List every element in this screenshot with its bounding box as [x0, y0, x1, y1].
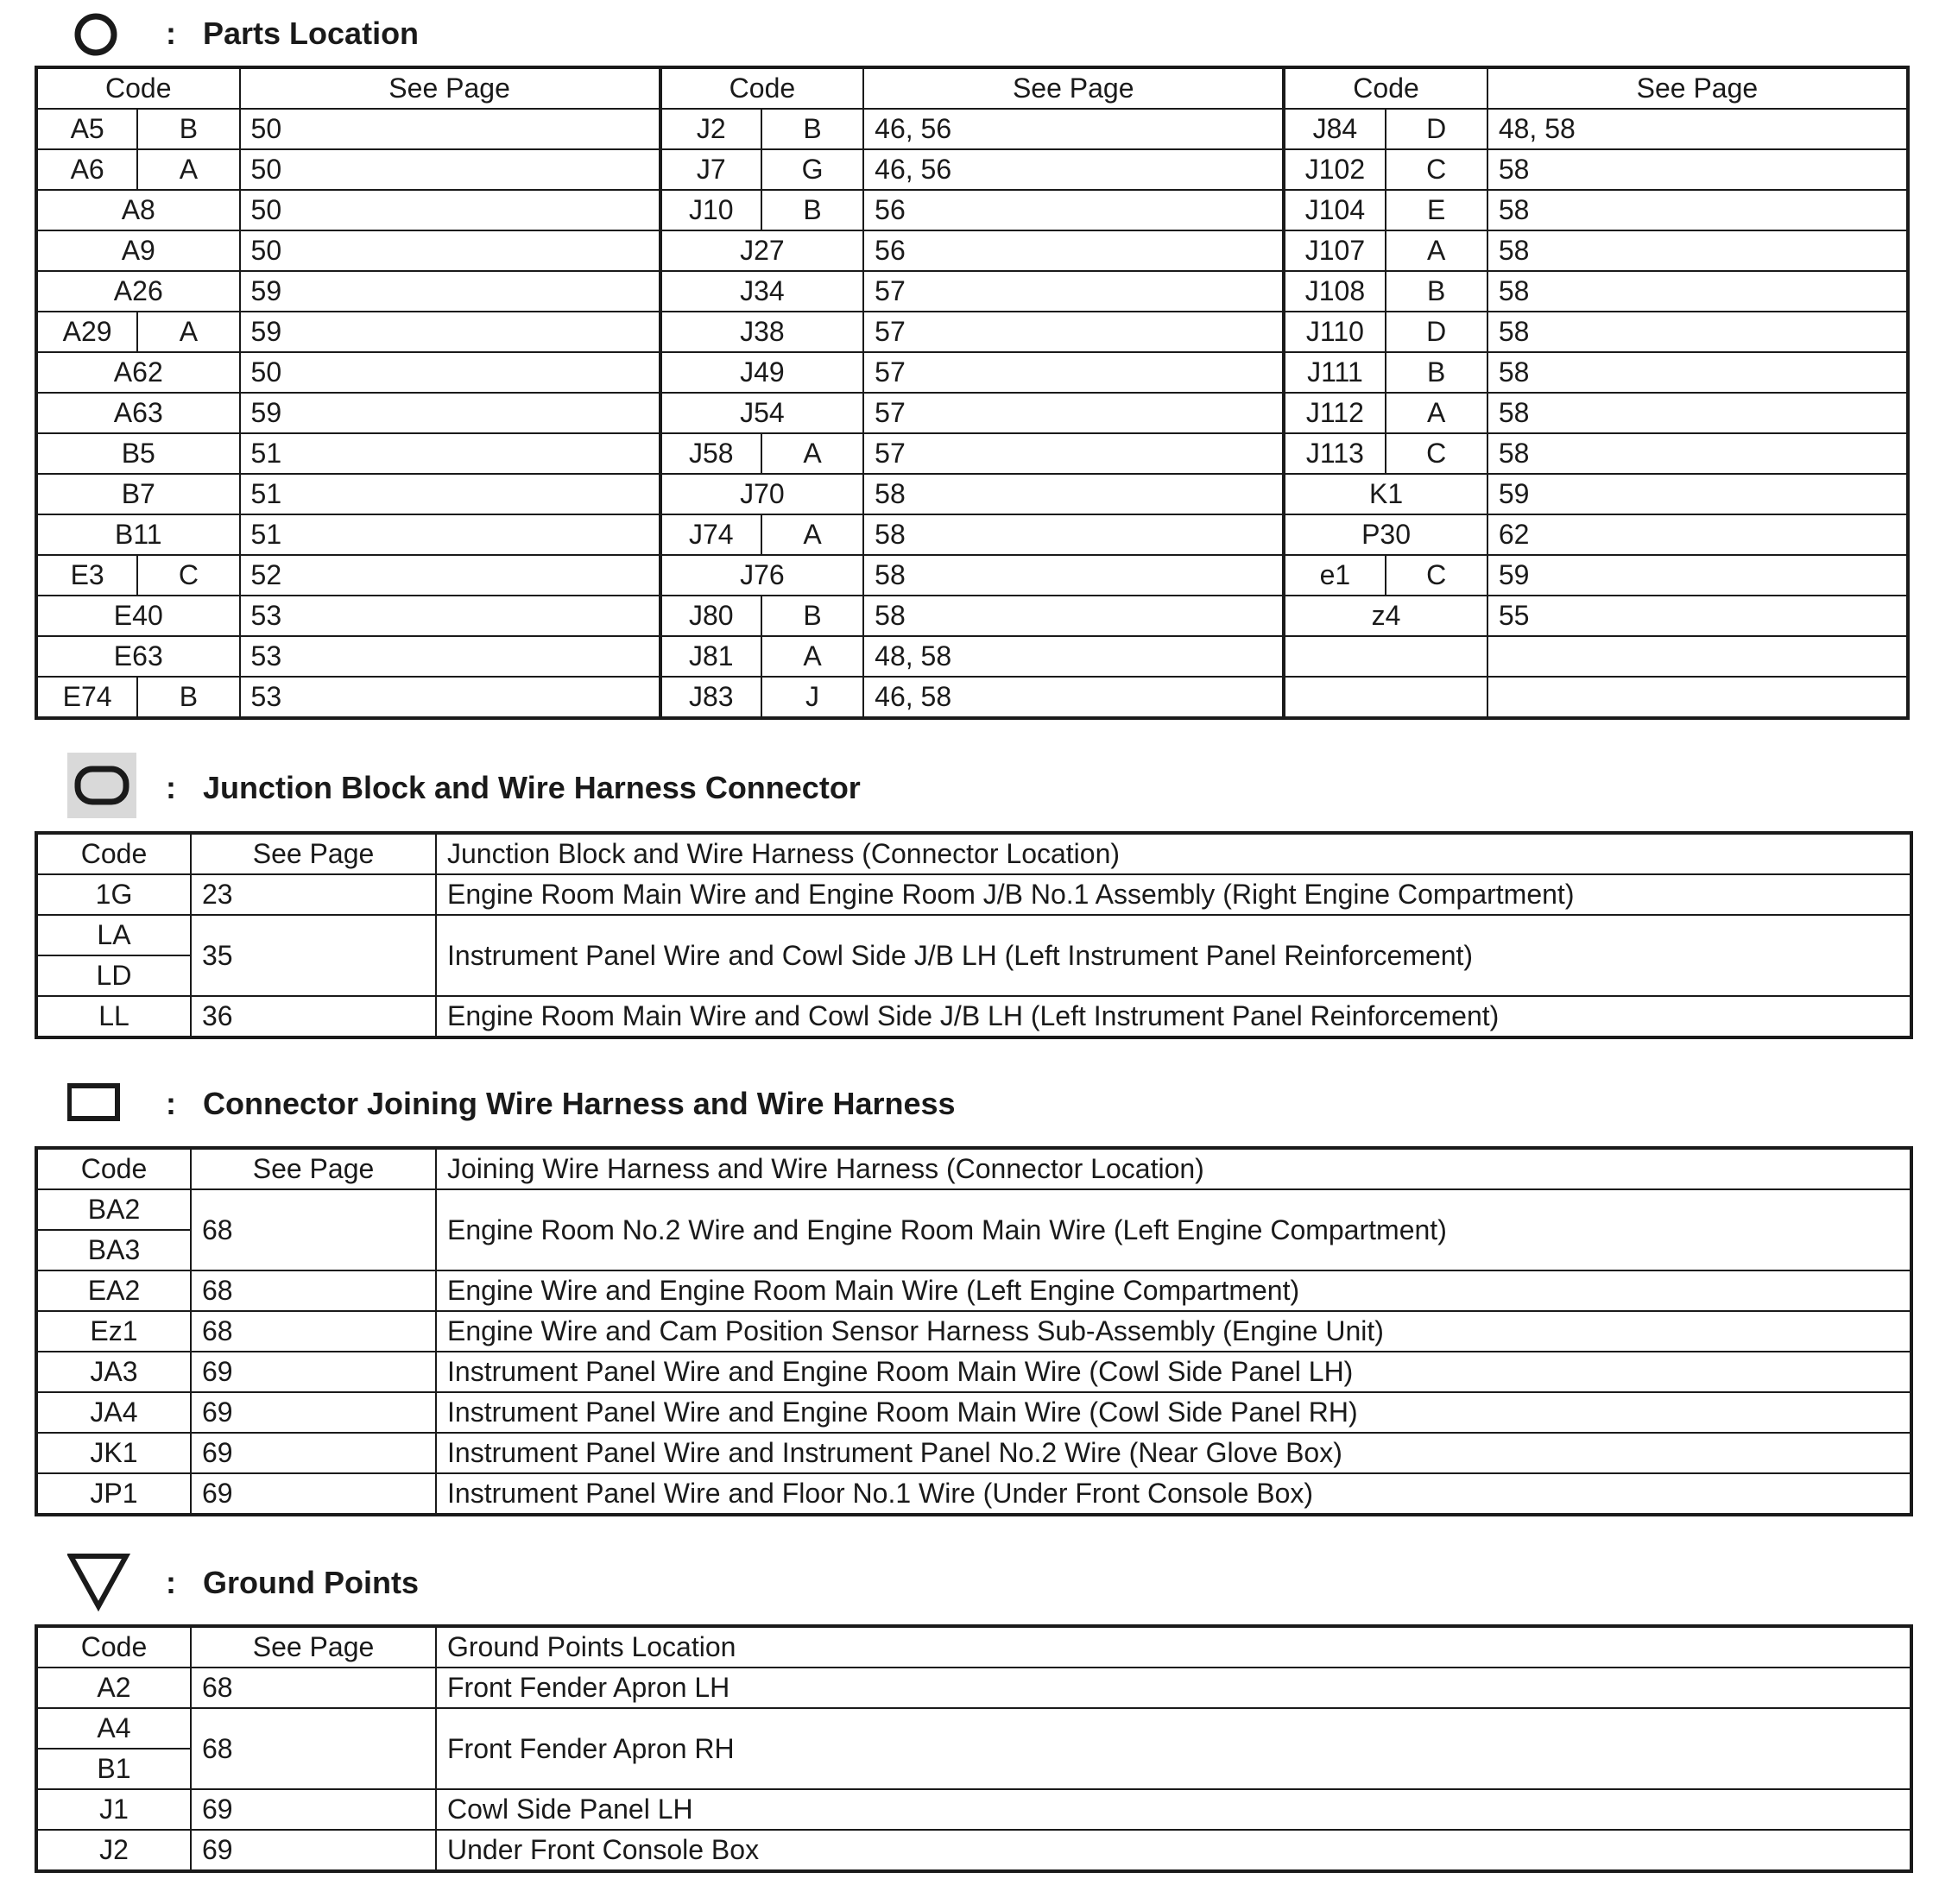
- part-see-page: 58: [863, 514, 1284, 555]
- part-see-page: 56: [863, 230, 1284, 271]
- table-row: [36, 190, 1908, 230]
- section-colon: :: [166, 770, 176, 805]
- row-see-page: 69: [191, 1830, 436, 1871]
- table-row: [36, 1708, 1911, 1749]
- row-code: A2: [36, 1668, 191, 1708]
- part-see-page: 53: [240, 636, 660, 677]
- row-code: J1: [36, 1789, 191, 1830]
- location-header: Ground Points Location: [436, 1626, 1911, 1668]
- part-see-page: 53: [240, 677, 660, 718]
- table-row: [36, 1270, 1911, 1311]
- part-code: K1: [1284, 474, 1487, 514]
- table-row: [36, 596, 1908, 636]
- table-row: [36, 1830, 1911, 1871]
- part-see-page: [1487, 636, 1908, 677]
- part-code: z4: [1284, 596, 1487, 636]
- table-row: [36, 474, 1908, 514]
- row-see-page: 36: [191, 996, 436, 1037]
- row-code: JA3: [36, 1352, 191, 1392]
- part-code: [1284, 636, 1487, 677]
- section-title: Parts Location: [203, 16, 420, 51]
- part-code: E3: [36, 555, 137, 596]
- junction-block-table: [35, 831, 1913, 1039]
- table-row: [36, 109, 1908, 149]
- code-header: Code: [36, 67, 240, 109]
- row-code: JP1: [36, 1473, 191, 1515]
- table-row: [36, 514, 1908, 555]
- table-row: [36, 393, 1908, 433]
- row-location: Instrument Panel Wire and Instrument Panel No.2 Wire (Near Glove Box): [436, 1433, 1911, 1473]
- part-code: E63: [36, 636, 240, 677]
- table-row: [36, 1668, 1911, 1708]
- part-see-page: 58: [1487, 433, 1908, 474]
- part-code: J111: [1284, 352, 1385, 393]
- part-sub-code: B: [137, 109, 239, 149]
- see-page-header: See Page: [863, 67, 1284, 109]
- part-sub-code: J: [761, 677, 863, 718]
- row-see-page: 69: [191, 1473, 436, 1515]
- section-title: Connector Joining Wire Harness and Wire Harness: [203, 1086, 956, 1121]
- part-see-page: 48, 58: [863, 636, 1284, 677]
- part-see-page: 58: [1487, 393, 1908, 433]
- table-row: [36, 1789, 1911, 1830]
- gp-table-header: [36, 1626, 1911, 1668]
- part-see-page: 58: [1487, 230, 1908, 271]
- table-row: [36, 1473, 1911, 1515]
- table-row: [36, 271, 1908, 312]
- table-row: [36, 312, 1908, 352]
- part-code: J102: [1284, 149, 1385, 190]
- connector-joining-header: [0, 1070, 1554, 1148]
- part-see-page: 50: [240, 109, 660, 149]
- row-code: LD: [36, 955, 191, 996]
- part-see-page: 58: [1487, 352, 1908, 393]
- part-code: J74: [660, 514, 761, 555]
- triangle-icon: [67, 1549, 138, 1620]
- part-see-page: 58: [863, 474, 1284, 514]
- part-sub-code: B: [761, 596, 863, 636]
- code-header: Code: [36, 1148, 191, 1189]
- part-see-page: 59: [1487, 474, 1908, 514]
- section-title: Junction Block and Wire Harness Connector: [203, 770, 861, 805]
- row-see-page: 68: [191, 1189, 436, 1270]
- see-page-header: See Page: [240, 67, 660, 109]
- part-see-page: 50: [240, 149, 660, 190]
- part-code: J84: [1284, 109, 1385, 149]
- section-colon: :: [166, 1565, 176, 1600]
- connector-joining-table: [35, 1146, 1913, 1516]
- row-location: Engine Room No.2 Wire and Engine Room Main Wire (Left Engine Compartment): [436, 1189, 1911, 1270]
- junction-block-header: [0, 753, 1554, 830]
- part-code: J81: [660, 636, 761, 677]
- part-see-page: 50: [240, 190, 660, 230]
- part-sub-code: B: [137, 677, 239, 718]
- row-location: Instrument Panel Wire and Cowl Side J/B LH (Left Instrument Panel Reinforcement): [436, 915, 1911, 996]
- code-header: Code: [660, 67, 864, 109]
- table-row: [36, 915, 1911, 955]
- row-location: Engine Room Main Wire and Cowl Side J/B LH (Left Instrument Panel Reinforcement): [436, 996, 1911, 1037]
- section-colon: :: [166, 1086, 176, 1121]
- part-sub-code: B: [1386, 271, 1487, 312]
- table-row: [36, 1311, 1911, 1352]
- part-code: B11: [36, 514, 240, 555]
- part-sub-code: E: [1386, 190, 1487, 230]
- part-code: B5: [36, 433, 240, 474]
- part-see-page: 59: [240, 271, 660, 312]
- parts-location-table: [35, 66, 1910, 720]
- row-code: LL: [36, 996, 191, 1037]
- part-code: A9: [36, 230, 240, 271]
- part-see-page: 51: [240, 514, 660, 555]
- part-see-page: 57: [863, 312, 1284, 352]
- part-code: J58: [660, 433, 761, 474]
- row-code: 1G: [36, 874, 191, 915]
- part-see-page: 52: [240, 555, 660, 596]
- part-see-page: 51: [240, 474, 660, 514]
- ground-points-table: [35, 1624, 1913, 1873]
- section-colon: :: [166, 16, 176, 51]
- part-see-page: 50: [240, 230, 660, 271]
- part-code: A26: [36, 271, 240, 312]
- part-sub-code: A: [137, 149, 239, 190]
- part-code: J108: [1284, 271, 1385, 312]
- jb-table-header: [36, 833, 1911, 874]
- part-code: J54: [660, 393, 864, 433]
- row-see-page: 69: [191, 1392, 436, 1433]
- part-see-page: 62: [1487, 514, 1908, 555]
- section-title: Ground Points: [203, 1565, 419, 1600]
- location-header: Junction Block and Wire Harness (Connector Location): [436, 833, 1911, 874]
- circle-icon: [67, 0, 138, 71]
- part-code: [1284, 677, 1487, 718]
- part-see-page: [1487, 677, 1908, 718]
- part-see-page: 59: [1487, 555, 1908, 596]
- part-code: P30: [1284, 514, 1487, 555]
- part-code: J2: [660, 109, 761, 149]
- part-code: J7: [660, 149, 761, 190]
- part-sub-code: D: [1386, 312, 1487, 352]
- row-location: Instrument Panel Wire and Engine Room Main Wire (Cowl Side Panel RH): [436, 1392, 1911, 1433]
- part-code: J38: [660, 312, 864, 352]
- part-sub-code: A: [761, 433, 863, 474]
- part-see-page: 56: [863, 190, 1284, 230]
- part-see-page: 57: [863, 433, 1284, 474]
- part-sub-code: C: [137, 555, 239, 596]
- part-code: J83: [660, 677, 761, 718]
- row-location: Instrument Panel Wire and Floor No.1 Wire (Under Front Console Box): [436, 1473, 1911, 1515]
- row-code: LA: [36, 915, 191, 955]
- part-see-page: 46, 56: [863, 149, 1284, 190]
- row-see-page: 68: [191, 1311, 436, 1352]
- table-row: [36, 555, 1908, 596]
- row-code: B1: [36, 1749, 191, 1789]
- part-code: A8: [36, 190, 240, 230]
- table-row: [36, 677, 1908, 718]
- row-see-page: 69: [191, 1789, 436, 1830]
- part-see-page: 59: [240, 312, 660, 352]
- row-code: Ez1: [36, 1311, 191, 1352]
- table-row: [36, 433, 1908, 474]
- part-see-page: 46, 56: [863, 109, 1284, 149]
- row-location: Under Front Console Box: [436, 1830, 1911, 1871]
- part-code: E40: [36, 596, 240, 636]
- part-sub-code: C: [1386, 555, 1487, 596]
- parts-table-header: [36, 67, 1908, 109]
- part-see-page: 58: [1487, 190, 1908, 230]
- part-see-page: 58: [1487, 312, 1908, 352]
- part-sub-code: A: [1386, 393, 1487, 433]
- row-see-page: 69: [191, 1433, 436, 1473]
- row-see-page: 35: [191, 915, 436, 996]
- table-row: [36, 352, 1908, 393]
- row-location: Front Fender Apron RH: [436, 1708, 1911, 1789]
- row-see-page: 68: [191, 1708, 436, 1789]
- part-code: J70: [660, 474, 864, 514]
- table-row: [36, 230, 1908, 271]
- row-see-page: 69: [191, 1352, 436, 1392]
- part-see-page: 48, 58: [1487, 109, 1908, 149]
- part-sub-code: C: [1386, 149, 1487, 190]
- table-row: [36, 1392, 1911, 1433]
- part-code: J107: [1284, 230, 1385, 271]
- row-location: Instrument Panel Wire and Engine Room Main Wire (Cowl Side Panel LH): [436, 1352, 1911, 1392]
- table-row: [36, 149, 1908, 190]
- part-code: J27: [660, 230, 864, 271]
- part-sub-code: A: [761, 636, 863, 677]
- see-page-header: See Page: [191, 1626, 436, 1668]
- table-row: [36, 1189, 1911, 1230]
- row-code: BA2: [36, 1189, 191, 1230]
- row-code: EA2: [36, 1270, 191, 1311]
- part-sub-code: G: [761, 149, 863, 190]
- see-page-header: See Page: [191, 1148, 436, 1189]
- part-see-page: 58: [1487, 149, 1908, 190]
- see-page-header: See Page: [191, 833, 436, 874]
- part-see-page: 50: [240, 352, 660, 393]
- square-icon: [67, 1070, 138, 1141]
- row-location: Cowl Side Panel LH: [436, 1789, 1911, 1830]
- part-sub-code: B: [1386, 352, 1487, 393]
- part-see-page: 58: [863, 555, 1284, 596]
- part-see-page: 57: [863, 271, 1284, 312]
- part-see-page: 55: [1487, 596, 1908, 636]
- table-row: [36, 1352, 1911, 1392]
- part-see-page: 51: [240, 433, 660, 474]
- part-code: J10: [660, 190, 761, 230]
- part-sub-code: A: [137, 312, 239, 352]
- part-see-page: 57: [863, 352, 1284, 393]
- part-code: J104: [1284, 190, 1385, 230]
- part-see-page: 58: [863, 596, 1284, 636]
- rounded-rect-icon: [67, 753, 138, 823]
- row-see-page: 68: [191, 1270, 436, 1311]
- part-sub-code: C: [1386, 433, 1487, 474]
- part-code: B7: [36, 474, 240, 514]
- table-row: [36, 1433, 1911, 1473]
- part-code: J80: [660, 596, 761, 636]
- row-code: A4: [36, 1708, 191, 1749]
- see-page-header: See Page: [1487, 67, 1908, 109]
- row-see-page: 23: [191, 874, 436, 915]
- part-code: A29: [36, 312, 137, 352]
- part-see-page: 46, 58: [863, 677, 1284, 718]
- part-see-page: 58: [1487, 271, 1908, 312]
- ground-points-header: [0, 1549, 1554, 1627]
- part-sub-code: A: [1386, 230, 1487, 271]
- code-header: Code: [1284, 67, 1487, 109]
- row-code: JA4: [36, 1392, 191, 1433]
- part-code: J113: [1284, 433, 1385, 474]
- part-code: J110: [1284, 312, 1385, 352]
- code-header: Code: [36, 833, 191, 874]
- part-code: A5: [36, 109, 137, 149]
- row-code: BA3: [36, 1230, 191, 1270]
- part-sub-code: B: [761, 190, 863, 230]
- row-code: JK1: [36, 1433, 191, 1473]
- part-see-page: 57: [863, 393, 1284, 433]
- part-code: e1: [1284, 555, 1385, 596]
- row-see-page: 68: [191, 1668, 436, 1708]
- row-location: Engine Room Main Wire and Engine Room J/B No.1 Assembly (Right Engine Compartment): [436, 874, 1911, 915]
- table-row: [36, 996, 1911, 1037]
- table-row: [36, 874, 1911, 915]
- part-code: J112: [1284, 393, 1385, 433]
- part-sub-code: D: [1386, 109, 1487, 149]
- row-location: Engine Wire and Engine Room Main Wire (Left Engine Compartment): [436, 1270, 1911, 1311]
- part-see-page: 59: [240, 393, 660, 433]
- location-header: Joining Wire Harness and Wire Harness (Connector Location): [436, 1148, 1911, 1189]
- code-header: Code: [36, 1626, 191, 1668]
- part-code: E74: [36, 677, 137, 718]
- row-location: Front Fender Apron LH: [436, 1668, 1911, 1708]
- part-see-page: 53: [240, 596, 660, 636]
- part-code: A63: [36, 393, 240, 433]
- row-location: Engine Wire and Cam Position Sensor Harness Sub-Assembly (Engine Unit): [436, 1311, 1911, 1352]
- row-code: J2: [36, 1830, 191, 1871]
- part-code: J76: [660, 555, 864, 596]
- part-sub-code: A: [761, 514, 863, 555]
- part-code: A6: [36, 149, 137, 190]
- table-row: [36, 636, 1908, 677]
- part-code: J49: [660, 352, 864, 393]
- part-sub-code: B: [761, 109, 863, 149]
- part-code: J34: [660, 271, 864, 312]
- cj-table-header: [36, 1148, 1911, 1189]
- part-code: A62: [36, 352, 240, 393]
